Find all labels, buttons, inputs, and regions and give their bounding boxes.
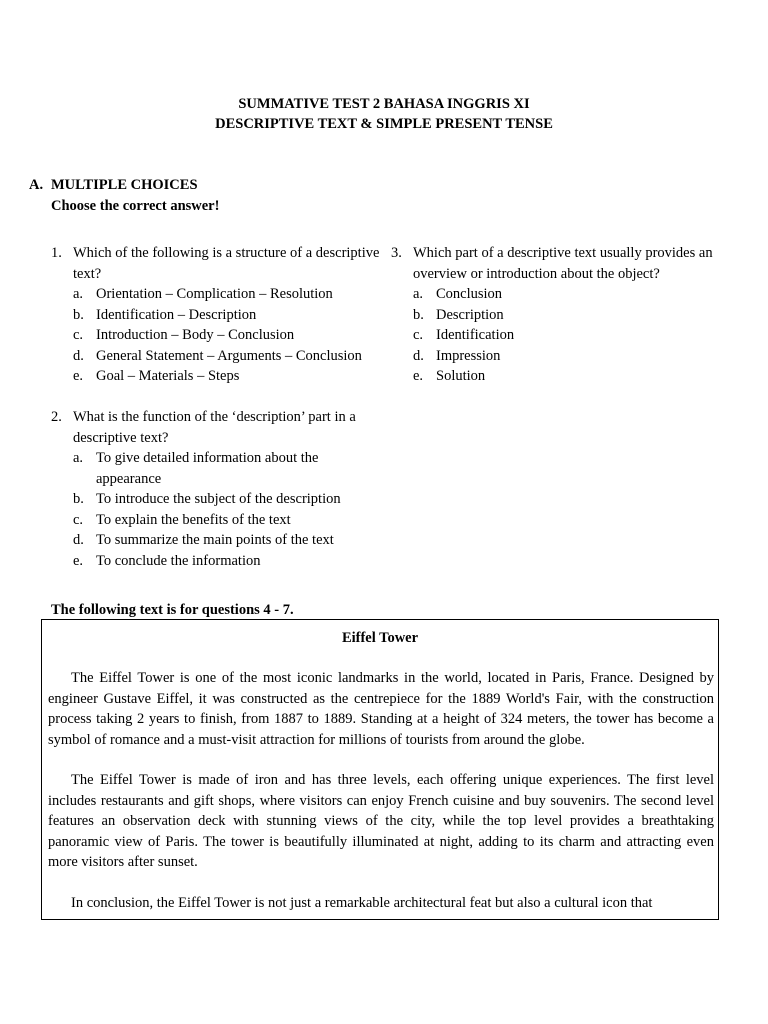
option-list: [73, 448, 381, 571]
option-item: [73, 551, 381, 572]
option-text: To give detailed information about the appearance: [96, 450, 319, 487]
option-item: [73, 305, 386, 326]
option-letter: e.: [73, 368, 84, 384]
option-item: [73, 284, 386, 305]
option-letter: c.: [73, 327, 84, 343]
option-item: [413, 366, 721, 387]
option-letter: d.: [73, 532, 84, 548]
question-3: [391, 243, 721, 387]
option-letter: c.: [413, 327, 424, 343]
option-letter: b.: [73, 306, 84, 323]
option-item: [73, 346, 386, 367]
question-2: [51, 407, 381, 571]
section-heading: [29, 175, 198, 196]
option-item: [73, 366, 386, 387]
option-item: [73, 325, 386, 346]
option-text: Description: [436, 306, 504, 323]
option-text: Impression: [436, 347, 501, 364]
section-instruction: Choose the correct answer!: [51, 198, 220, 214]
section-letter: A.: [29, 177, 44, 193]
option-text: To explain the benefits of the text: [96, 511, 291, 528]
question-number: 2.: [51, 409, 62, 425]
option-text: Goal – Materials – Steps: [96, 368, 240, 384]
option-text: To summarize the main points of the text: [96, 532, 334, 548]
option-text: Solution: [436, 368, 486, 384]
option-item: [73, 489, 381, 510]
page-title: SUMMATIVE TEST 2 BAHASA INGGRIS XI: [238, 96, 530, 112]
option-text: Identification – Description: [96, 306, 257, 323]
passage-box: [41, 619, 719, 920]
option-letter: a.: [413, 286, 424, 302]
page-subtitle: DESCRIPTIVE TEXT & SIMPLE PRESENT TENSE: [215, 116, 553, 132]
option-item: [413, 346, 721, 367]
passage-paragraph: In conclusion, the Eiffel Tower is not just a remarkable architectural feat but also a cultural icon that: [71, 895, 653, 911]
option-list: [413, 284, 721, 387]
option-letter: b.: [413, 306, 424, 323]
option-item: [413, 284, 721, 305]
question-text: Which part of a descriptive text usually provides an overview or introduction about the object?: [413, 245, 713, 282]
question-number: 3.: [391, 245, 402, 261]
option-text: Introduction – Body – Conclusion: [96, 327, 295, 343]
question-text: What is the function of the ‘description’ part in a descriptive text?: [73, 409, 356, 446]
option-text: To introduce the subject of the description: [96, 491, 341, 507]
passage-intro: The following text is for questions 4 - 7.: [51, 602, 294, 618]
option-item: [413, 325, 721, 346]
option-item: [413, 305, 721, 326]
option-item: [73, 510, 381, 531]
option-text: Conclusion: [436, 286, 503, 302]
option-item: [73, 448, 381, 489]
passage-title: Eiffel Tower: [341, 630, 419, 646]
question-1: [51, 243, 386, 387]
option-text: To conclude the information: [96, 552, 261, 569]
option-text: Orientation – Complication – Resolution: [96, 286, 333, 302]
question-text: Which of the following is a structure of a descriptive text?: [73, 245, 380, 282]
option-letter: a.: [73, 450, 84, 466]
option-letter: c.: [73, 511, 84, 528]
option-letter: d.: [413, 347, 424, 364]
option-text: Identification: [436, 327, 515, 343]
option-item: [73, 530, 381, 551]
option-text: General Statement – Arguments – Conclusion: [96, 347, 362, 364]
option-letter: e.: [413, 368, 424, 384]
option-letter: b.: [73, 491, 84, 507]
section-title: MULTIPLE CHOICES: [51, 177, 198, 193]
option-letter: a.: [73, 286, 84, 302]
option-letter: e.: [73, 552, 84, 569]
passage-paragraph: The Eiffel Tower is one of the most iconic landmarks in the world, located in Paris, France. Designed by engineer Gustave Eiffel, it was constructed as the centrepiece for the 1889 World's Fair, with the construction process taking 2 years to finish, from 1887 to 1889. Standing at a height of 324 meters, the tower has become a symbol of romance and a must-visit attraction for millions of tourists from around the globe.: [48, 670, 714, 748]
passage-paragraph: The Eiffel Tower is made of iron and has three levels, each offering unique experiences. The first level includes restaurants and gift shops, where visitors can enjoy French cuisine and buy souvenirs. The second level features an observation deck with stunning views of the city, while the top level provides a breathtaking panoramic view of Paris. The tower is beautifully illuminated at night, adding to its charm and attracting even more visitors after sunset.: [48, 772, 714, 870]
option-letter: d.: [73, 347, 84, 364]
option-list: [73, 284, 386, 387]
question-number: 1.: [51, 245, 62, 261]
